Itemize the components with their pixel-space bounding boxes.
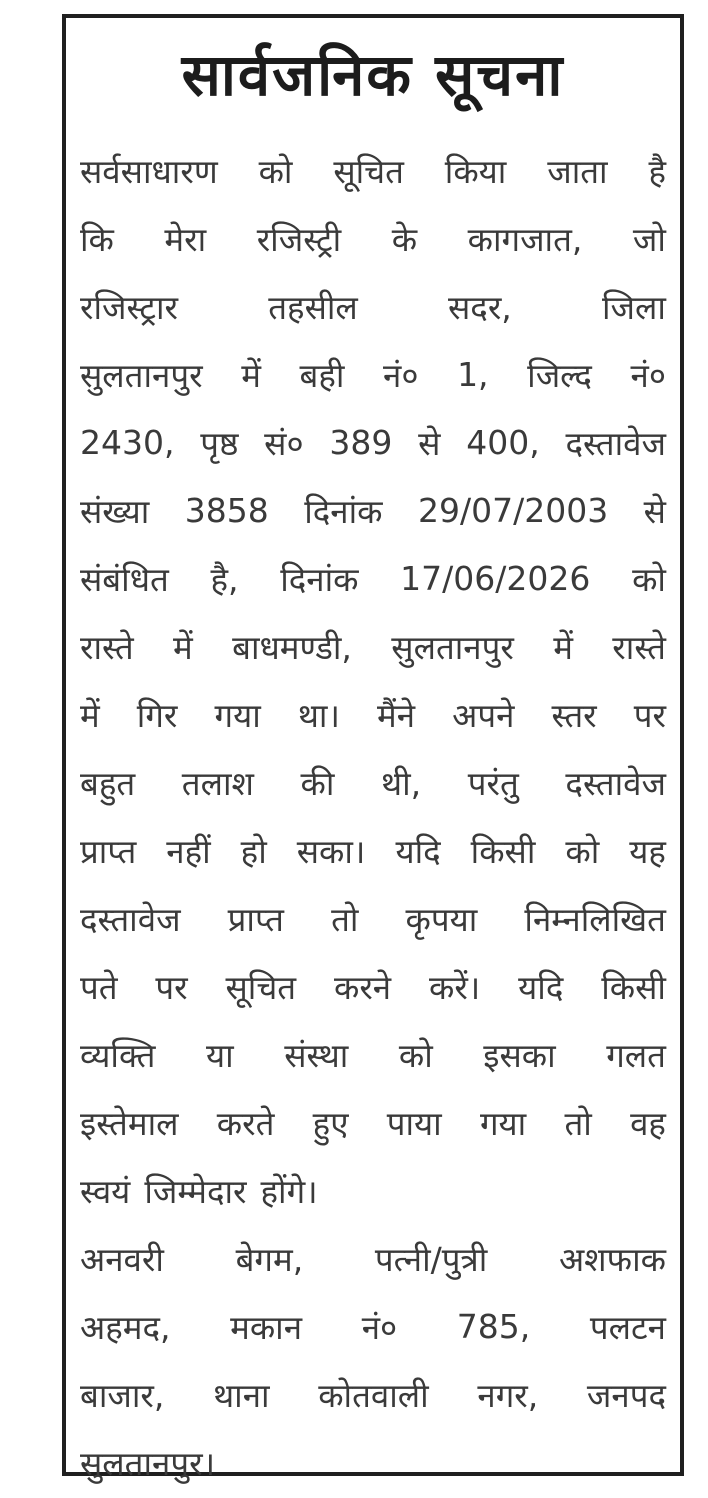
notice-word: कि [80, 219, 114, 259]
notice-word: 389 [329, 422, 393, 462]
notice-line [80, 952, 666, 1020]
address-line [80, 1360, 666, 1428]
notice-word: अनवरी [80, 1239, 164, 1279]
notice-word: नं० [383, 355, 419, 395]
notice-line [80, 1088, 666, 1156]
notice-word: नगर, [477, 1375, 539, 1415]
notice-word: प्राप्त [227, 899, 284, 939]
notice-word: रास्ते [80, 627, 134, 667]
notice-word: पृष्ठ [200, 423, 239, 463]
notice-word: है [648, 151, 666, 191]
notice-word: जाता [547, 151, 608, 191]
notice-word: में [80, 695, 100, 735]
notice-line [80, 544, 666, 612]
notice-word: अहमद, [80, 1307, 171, 1347]
notice-word: सूचित [225, 967, 297, 1007]
address-line [80, 1224, 666, 1292]
notice-word: है, [210, 559, 239, 599]
notice-word: गया [214, 695, 261, 735]
notice-word: निम्नलिखित [524, 899, 666, 939]
notice-word: संस्था [284, 1035, 349, 1075]
notice-word: तो [564, 1103, 592, 1143]
notice-line [80, 680, 666, 748]
notice-word: स्वयं [80, 1171, 131, 1211]
notice-word: की [300, 763, 335, 803]
notice-word: किसी [601, 967, 666, 1007]
notice-word: दिनांक [280, 559, 359, 599]
notice-word: परंतु [467, 763, 519, 803]
notice-word: गया [479, 1103, 527, 1143]
notice-word: तलाश [181, 763, 254, 803]
notice-word: व्यक्ति [80, 1035, 156, 1075]
notice-word: पर [155, 967, 188, 1007]
notice-word: गिर [136, 695, 178, 735]
notice-line [80, 136, 666, 204]
notice-line [80, 748, 666, 816]
notice-word: 785, [456, 1306, 531, 1346]
notice-word: को [258, 151, 293, 191]
notice-word: संख्या [80, 491, 150, 531]
notice-word: हो [240, 831, 267, 871]
notice-word: प्राप्त [80, 831, 137, 871]
notice-word: में [173, 627, 193, 667]
notice-word: या [206, 1035, 234, 1075]
notice-line [80, 272, 666, 340]
notice-word: वह [630, 1103, 666, 1143]
notice-word: सुलतानपुर। [80, 1443, 216, 1483]
notice-word: यदि [518, 967, 564, 1007]
notice-word: 17/06/2026 [400, 558, 591, 598]
notice-word: संबंधित [80, 559, 169, 599]
notice-word: 2430, [80, 422, 175, 462]
notice-word: पर [633, 695, 666, 735]
public-notice [62, 14, 684, 1483]
notice-word: रास्ते [612, 627, 666, 667]
notice-word: नं० [630, 355, 666, 395]
notice-word: सं० [264, 423, 304, 463]
notice-word: स्तर [551, 695, 597, 735]
notice-word: होंगे। [260, 1171, 318, 1211]
notice-word: यह [629, 831, 666, 871]
notice-word: मकान [230, 1307, 303, 1347]
notice-line [80, 204, 666, 272]
notice-word: करने [333, 967, 392, 1007]
notice-word: अपने [452, 695, 515, 735]
notice-word: यदि [395, 831, 441, 871]
notice-word: से [418, 423, 441, 463]
notice-word: 1, [457, 354, 489, 394]
notice-word: किया [444, 151, 507, 191]
notice-word: नं० [361, 1307, 398, 1347]
notice-word: कोतवाली [318, 1375, 429, 1415]
notice-word: को [565, 831, 600, 871]
notice-word: था। [297, 695, 340, 735]
notice-word: को [632, 559, 666, 599]
address-line [80, 1292, 666, 1360]
notice-word: पत्नी/पुत्री [374, 1239, 488, 1279]
notice-word: को [398, 1035, 433, 1075]
notice-word: तो [331, 899, 359, 939]
notice-word: सुलतानपुर [391, 627, 514, 667]
notice-word: रजिस्ट्रार [80, 287, 179, 327]
notice-word: कृपया [405, 899, 478, 939]
notice-word: करें। [428, 967, 481, 1007]
notice-word: बहुत [80, 763, 136, 803]
notice-word: किसी [470, 831, 536, 871]
notice-line [80, 884, 666, 952]
notice-word: जिम्मेदार [144, 1171, 247, 1211]
notice-word: सदर, [447, 287, 512, 327]
notice-word: अशफाक [558, 1239, 666, 1279]
notice-line [80, 408, 666, 476]
notice-line [80, 340, 666, 408]
notice-title: सार्वजनिक सूचना [181, 41, 565, 109]
notice-line [80, 1020, 666, 1088]
address-line [80, 1428, 666, 1496]
notice-word: हुए [312, 1103, 349, 1143]
notice-word: मैंने [377, 695, 416, 735]
notice-word: दस्तावेज [565, 763, 666, 803]
notice-word: जिल्द [527, 355, 592, 395]
notice-word: गलत [606, 1035, 666, 1075]
notice-word: सुलतानपुर [80, 355, 203, 395]
notice-word: करते [216, 1103, 275, 1143]
notice-word: बाधमण्डी, [232, 627, 352, 667]
notice-word: सूचित [333, 151, 404, 191]
notice-word: में [553, 627, 573, 667]
notice-body [80, 136, 666, 1496]
notice-word: 29/07/2003 [417, 490, 609, 530]
notice-word: रजिस्ट्री [256, 219, 342, 259]
notice-word: इसका [483, 1035, 556, 1075]
notice-word: दस्तावेज [565, 423, 666, 463]
notice-word: थाना [213, 1375, 270, 1415]
notice-word: जनपद [586, 1375, 666, 1415]
notice-word: के [391, 219, 418, 259]
notice-word: कागजात, [467, 219, 583, 259]
notice-line [80, 1156, 666, 1224]
notice-word: पाया [386, 1103, 442, 1143]
notice-word: मेरा [164, 219, 207, 259]
notice-word: दिनांक [304, 491, 383, 531]
notice-word: इस्तेमाल [80, 1103, 179, 1143]
notice-word: जिला [602, 287, 666, 327]
notice-word: दस्तावेज [80, 899, 181, 939]
notice-line [80, 612, 666, 680]
notice-line [80, 816, 666, 884]
notice-word: पलटन [589, 1307, 666, 1347]
notice-line [80, 476, 666, 544]
notice-word: में [241, 355, 261, 395]
notice-word: पते [80, 967, 118, 1007]
notice-word: 400, [466, 422, 540, 462]
notice-word: बाजार, [80, 1375, 165, 1415]
notice-word: तहसील [268, 287, 358, 327]
notice-word: बेगम, [235, 1239, 304, 1279]
notice-word: नहीं [166, 831, 211, 871]
notice-word: सर्वसाधारण [80, 151, 218, 191]
notice-word: जो [632, 219, 666, 259]
notice-word: सका। [296, 831, 366, 871]
notice-word: 3858 [184, 490, 269, 530]
notice-word: थी, [381, 763, 422, 803]
notice-word: से [643, 491, 666, 531]
notice-word: बही [299, 355, 345, 395]
